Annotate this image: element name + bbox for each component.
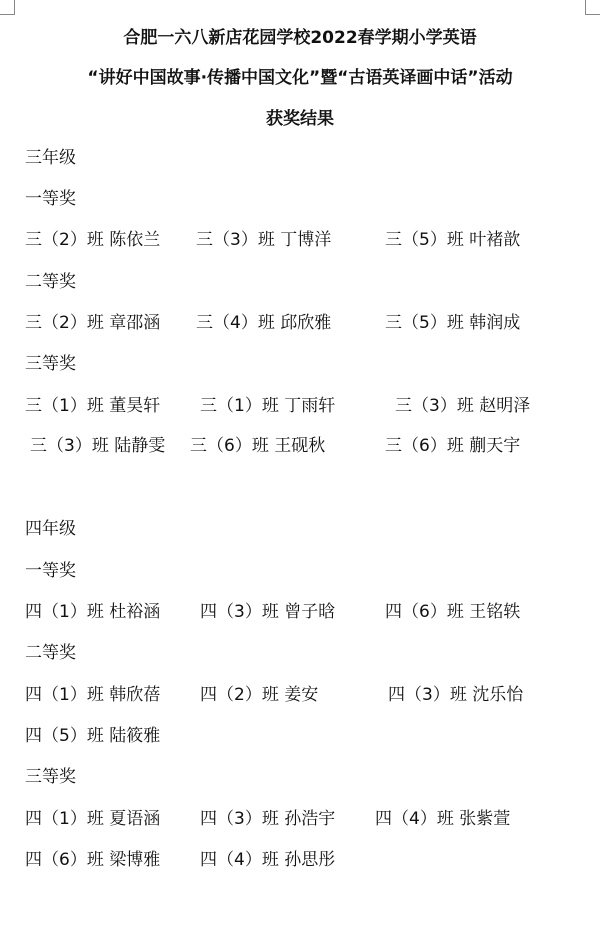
document-subtitle: “讲好中国故事·传播中国文化”暨“古语英译画中话”活动 bbox=[87, 68, 513, 88]
award-entry: 四（6）班 王铭轶 bbox=[385, 602, 521, 622]
award-entry: 四（3）班 曾子晗 bbox=[200, 602, 336, 622]
award-entry: 三（1）班 丁雨轩 bbox=[200, 396, 336, 416]
grade3-third-prize-label: 三等奖 bbox=[25, 354, 76, 374]
award-entry: 四（4）班 张紫萱 bbox=[375, 809, 511, 829]
grade3-first-prize-label: 一等奖 bbox=[25, 189, 76, 209]
award-entry: 四（2）班 姜安 bbox=[200, 685, 319, 705]
award-entry: 三（2）班 陈依兰 bbox=[25, 230, 161, 250]
award-entry: 三（6）班 王砚秋 bbox=[190, 436, 326, 456]
grade4-second-prize-label: 二等奖 bbox=[25, 643, 76, 663]
grade4-first-prize-label: 一等奖 bbox=[25, 561, 76, 581]
results-heading: 获奖结果 bbox=[266, 109, 334, 129]
award-entry: 三（3）班 赵明泽 bbox=[395, 396, 531, 416]
document-title: 合肥一六八新店花园学校2022春学期小学英语 bbox=[123, 28, 477, 48]
award-entry: 四（1）班 杜裕涵 bbox=[25, 602, 161, 622]
award-entry: 三（5）班 韩润成 bbox=[385, 313, 521, 333]
award-entry: 三（3）班 丁博洋 bbox=[196, 230, 332, 250]
award-entry: 三（1）班 董昊轩 bbox=[25, 396, 161, 416]
grade4-third-prize-label: 三等奖 bbox=[25, 767, 76, 787]
award-entry: 四（6）班 梁博雅 bbox=[25, 850, 161, 870]
award-entry: 四（4）班 孙思彤 bbox=[200, 850, 336, 870]
grade3-heading: 三年级 bbox=[25, 148, 76, 168]
grade3-second-prize-label: 二等奖 bbox=[25, 272, 76, 292]
award-entry: 四（1）班 韩欣蓓 bbox=[25, 685, 161, 705]
crop-mark-top-left bbox=[0, 0, 15, 15]
award-entry: 三（5）班 叶褚歆 bbox=[385, 230, 521, 250]
award-entry: 四（1）班 夏语涵 bbox=[25, 809, 161, 829]
crop-mark-top-right bbox=[585, 0, 600, 15]
grade4-heading: 四年级 bbox=[25, 519, 76, 539]
award-entry: 四（3）班 沈乐怡 bbox=[388, 685, 524, 705]
award-entry: 三（6）班 蒯天宇 bbox=[385, 436, 521, 456]
award-entry: 四（3）班 孙浩宇 bbox=[200, 809, 336, 829]
award-entry: 三（3）班 陆静雯 bbox=[30, 436, 166, 456]
award-entry: 四（5）班 陆筱雅 bbox=[25, 726, 161, 746]
award-entry: 三（4）班 邱欣雅 bbox=[196, 313, 332, 333]
award-entry: 三（2）班 章邵涵 bbox=[25, 313, 161, 333]
